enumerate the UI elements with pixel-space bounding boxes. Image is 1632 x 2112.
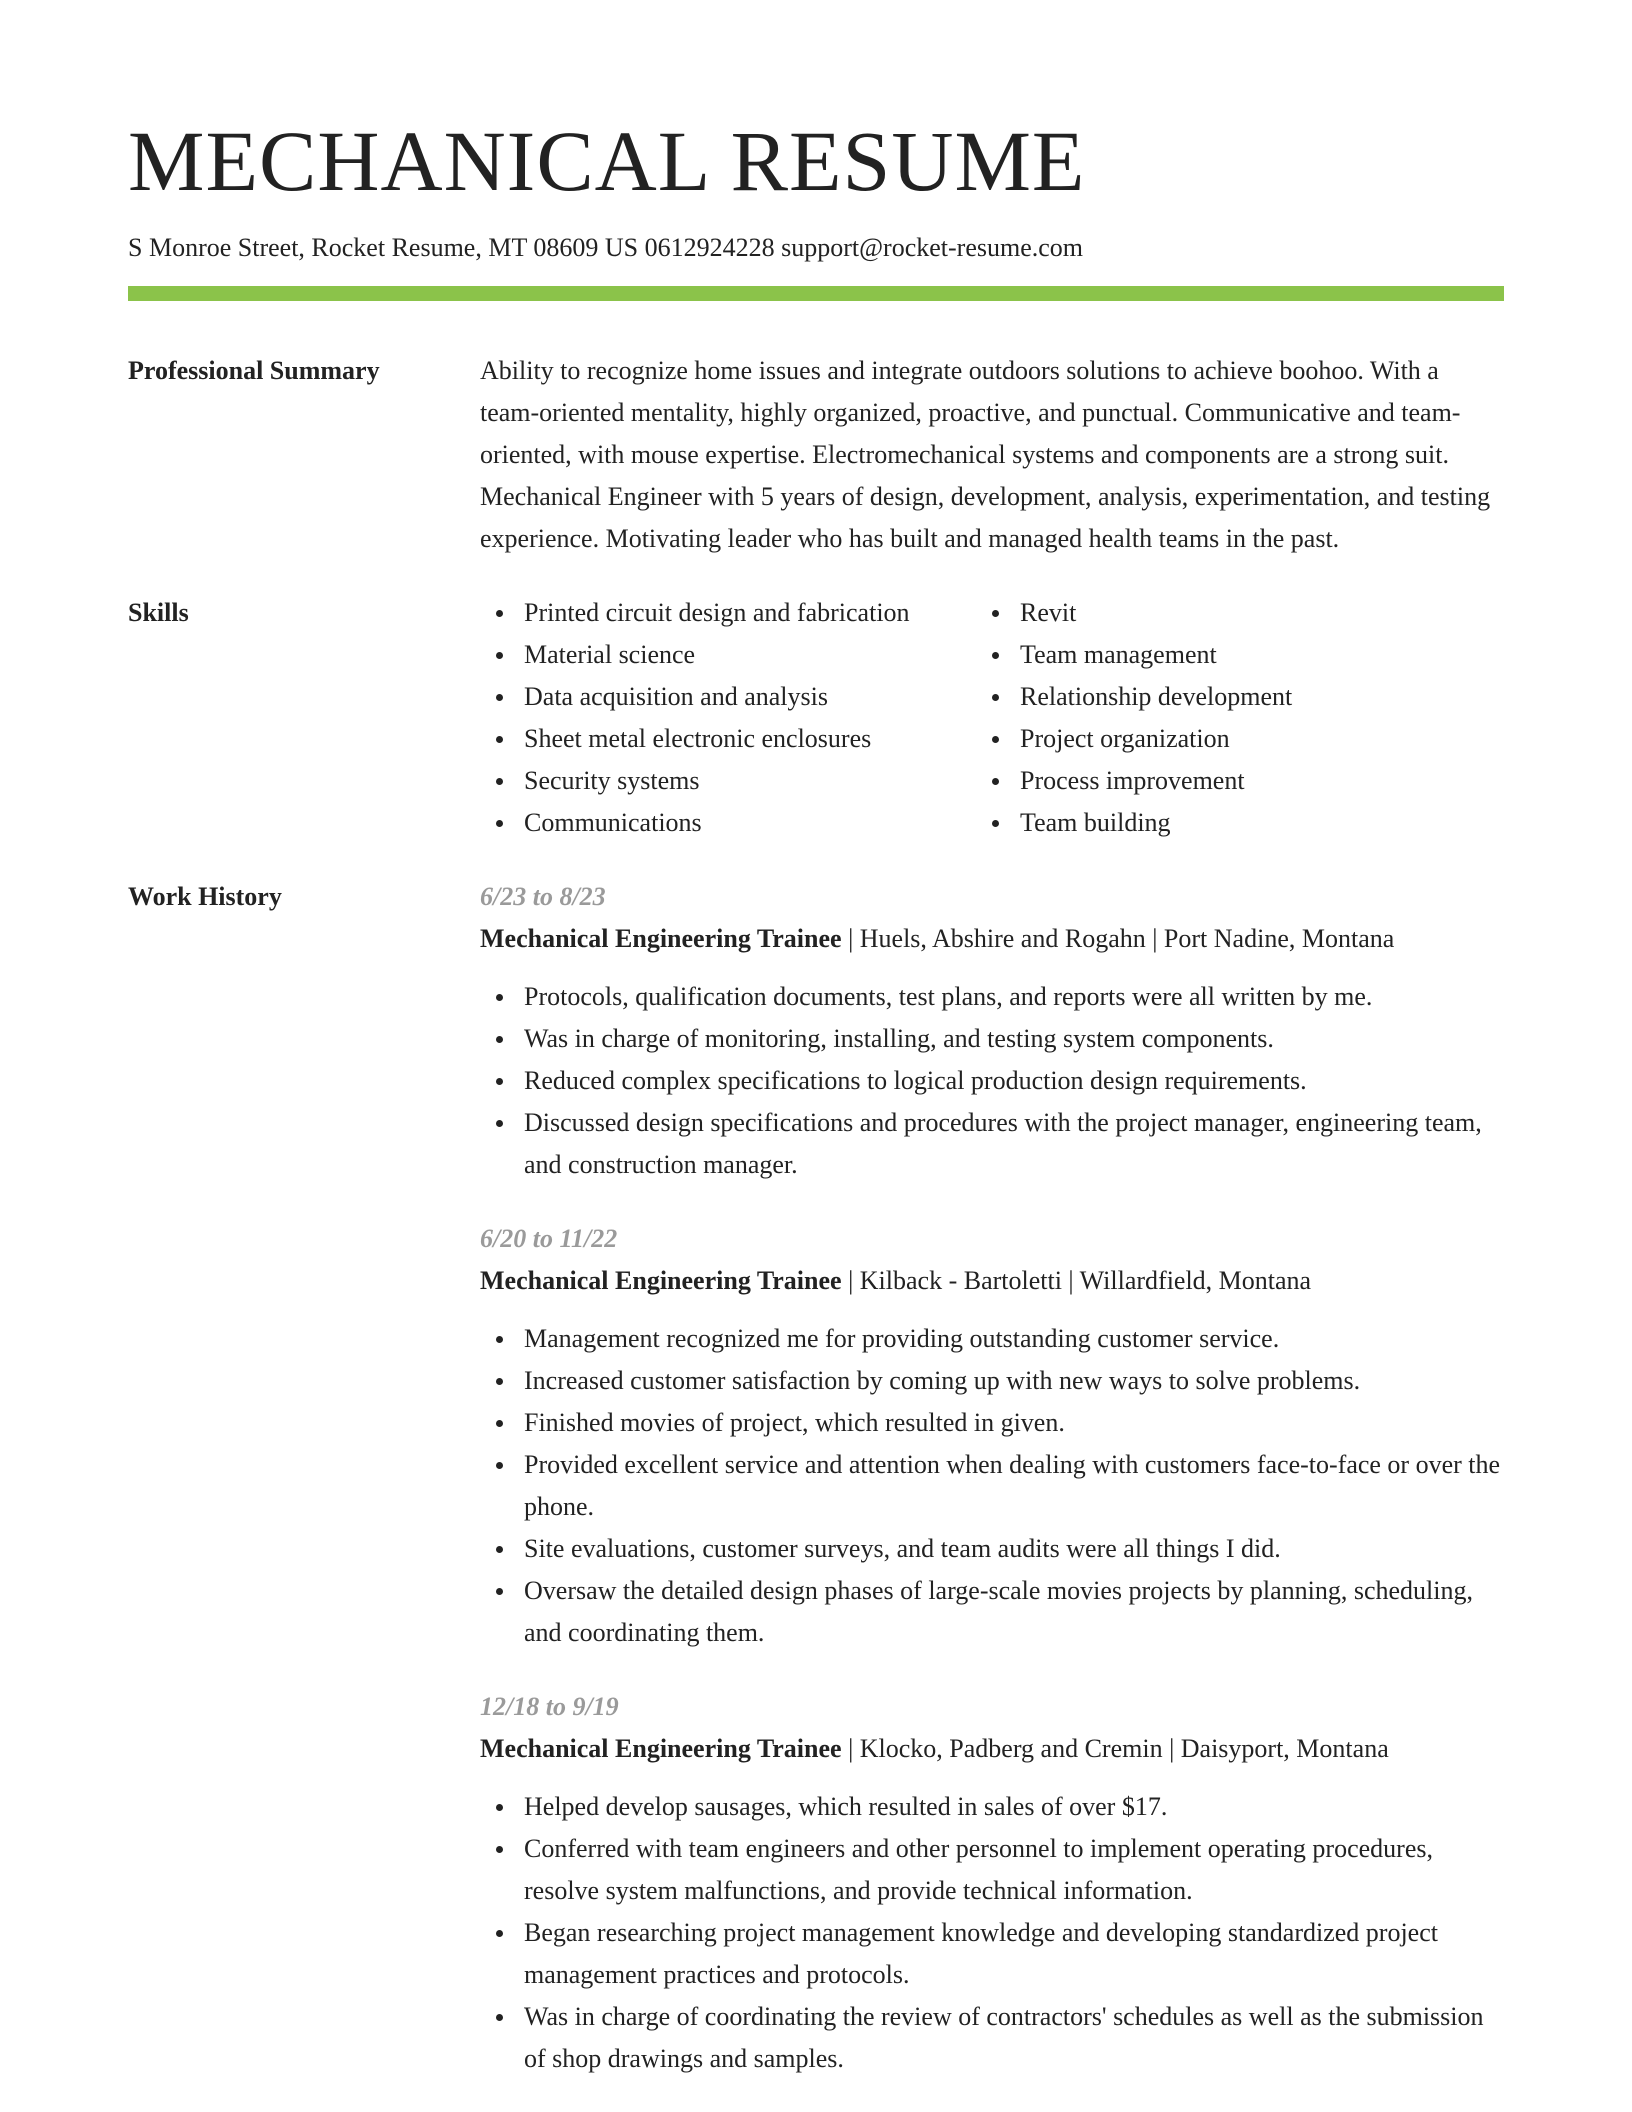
job-details: | Kilback - Bartoletti | Willardfield, Montana — [841, 1266, 1312, 1295]
skills-section — [128, 592, 1504, 844]
job-title: Mechanical Engineering Trainee — [480, 1266, 842, 1295]
summary-body — [480, 350, 1504, 560]
skill-item: Team building — [1020, 802, 1480, 844]
job-bullet: Began researching project management knowledge and developing standardized project management practices and protocols. — [524, 1912, 1504, 1996]
skill-item: Project organization — [1020, 718, 1480, 760]
job-title: Mechanical Engineering Trainee — [480, 1734, 842, 1763]
accent-divider — [128, 286, 1504, 301]
job-bullets — [480, 1786, 1504, 2080]
work-history-heading: Work History — [128, 882, 282, 911]
summary-section — [128, 350, 1504, 560]
job-entry — [480, 1218, 1504, 1654]
work-history-section — [128, 876, 1504, 2112]
job-bullets — [480, 976, 1504, 1186]
job-dates: 6/20 to 11/22 — [480, 1224, 618, 1253]
skill-item: Revit — [1020, 592, 1480, 634]
skills-heading: Skills — [128, 598, 189, 627]
skill-item: Communications — [524, 802, 984, 844]
job-details: | Huels, Abshire and Rogahn | Port Nadine, Montana — [841, 924, 1395, 953]
job-bullet: Provided excellent service and attention when dealing with customers face-to-face or over the phone. — [524, 1444, 1504, 1528]
job-title-line — [480, 1260, 1504, 1302]
job-bullet: Oversaw the detailed design phases of large-scale movies projects by planning, scheduling, and coordinating them. — [524, 1570, 1504, 1654]
job-bullet: Site evaluations, customer surveys, and team audits were all things I did. — [524, 1528, 1504, 1570]
job-bullet: Management recognized me for providing outstanding customer service. — [524, 1318, 1504, 1360]
job-bullet: Discussed design specifications and procedures with the project manager, engineering team, and construction manager. — [524, 1102, 1504, 1186]
job-bullet: Finished movies of project, which resulted in given. — [524, 1402, 1504, 1444]
skills-body — [480, 592, 1504, 844]
skill-item: Team management — [1020, 634, 1480, 676]
job-bullet: Reduced complex specifications to logical production design requirements. — [524, 1060, 1504, 1102]
job-entry — [480, 876, 1504, 1186]
job-bullet: Was in charge of coordinating the review of contractors' schedules as well as the submission of shop drawings and samples. — [524, 1996, 1504, 2080]
summary-text: Ability to recognize home issues and integrate outdoors solutions to achieve boohoo. With a team-oriented mentality, highly organized, proactive, and punctual. Communicative and team-oriented, with mouse expertise. Electromechanical systems and components are a strong suit. Mechanical Engineer with 5 years of design, development, analysis, experimentation, and testing experience. Motivating leader who has built and managed health teams in the past. — [480, 356, 1491, 553]
skills-columns — [480, 592, 1504, 844]
skills-column-2 — [984, 592, 1480, 844]
skills-column-1 — [480, 592, 984, 844]
skill-item: Data acquisition and analysis — [524, 676, 984, 718]
skill-item: Security systems — [524, 760, 984, 802]
skill-item: Material science — [524, 634, 984, 676]
skill-item: Printed circuit design and fabrication — [524, 592, 984, 634]
job-bullet: Conferred with team engineers and other personnel to implement operating procedures, resolve system malfunctions, and provide technical information. — [524, 1828, 1504, 1912]
skill-item: Sheet metal electronic enclosures — [524, 718, 984, 760]
job-bullet: Was in charge of monitoring, installing, and testing system components. — [524, 1018, 1504, 1060]
job-bullet: Helped develop sausages, which resulted in sales of over $17. — [524, 1786, 1504, 1828]
resume-sections — [128, 350, 1504, 2112]
job-dates: 12/18 to 9/19 — [480, 1692, 619, 1721]
skill-item: Relationship development — [1020, 676, 1480, 718]
contact-line: S Monroe Street, Rocket Resume, MT 08609 US 0612924228 support@rocket-resume.com — [128, 233, 1084, 262]
job-bullets — [480, 1318, 1504, 1654]
job-title-line — [480, 1728, 1504, 1770]
job-title-line — [480, 918, 1504, 960]
job-bullet: Protocols, qualification documents, test plans, and reports were all written by me. — [524, 976, 1504, 1018]
job-bullet: Increased customer satisfaction by coming up with new ways to solve problems. — [524, 1360, 1504, 1402]
job-title: Mechanical Engineering Trainee — [480, 924, 842, 953]
job-entry — [480, 1686, 1504, 2080]
job-details: | Klocko, Padberg and Cremin | Daisyport, Montana — [841, 1734, 1389, 1763]
skill-item: Process improvement — [1020, 760, 1480, 802]
resume-title: MECHANICAL RESUME — [128, 113, 1086, 209]
work-history-body — [480, 876, 1504, 2112]
job-dates: 6/23 to 8/23 — [480, 882, 606, 911]
summary-heading: Professional Summary — [128, 356, 380, 385]
